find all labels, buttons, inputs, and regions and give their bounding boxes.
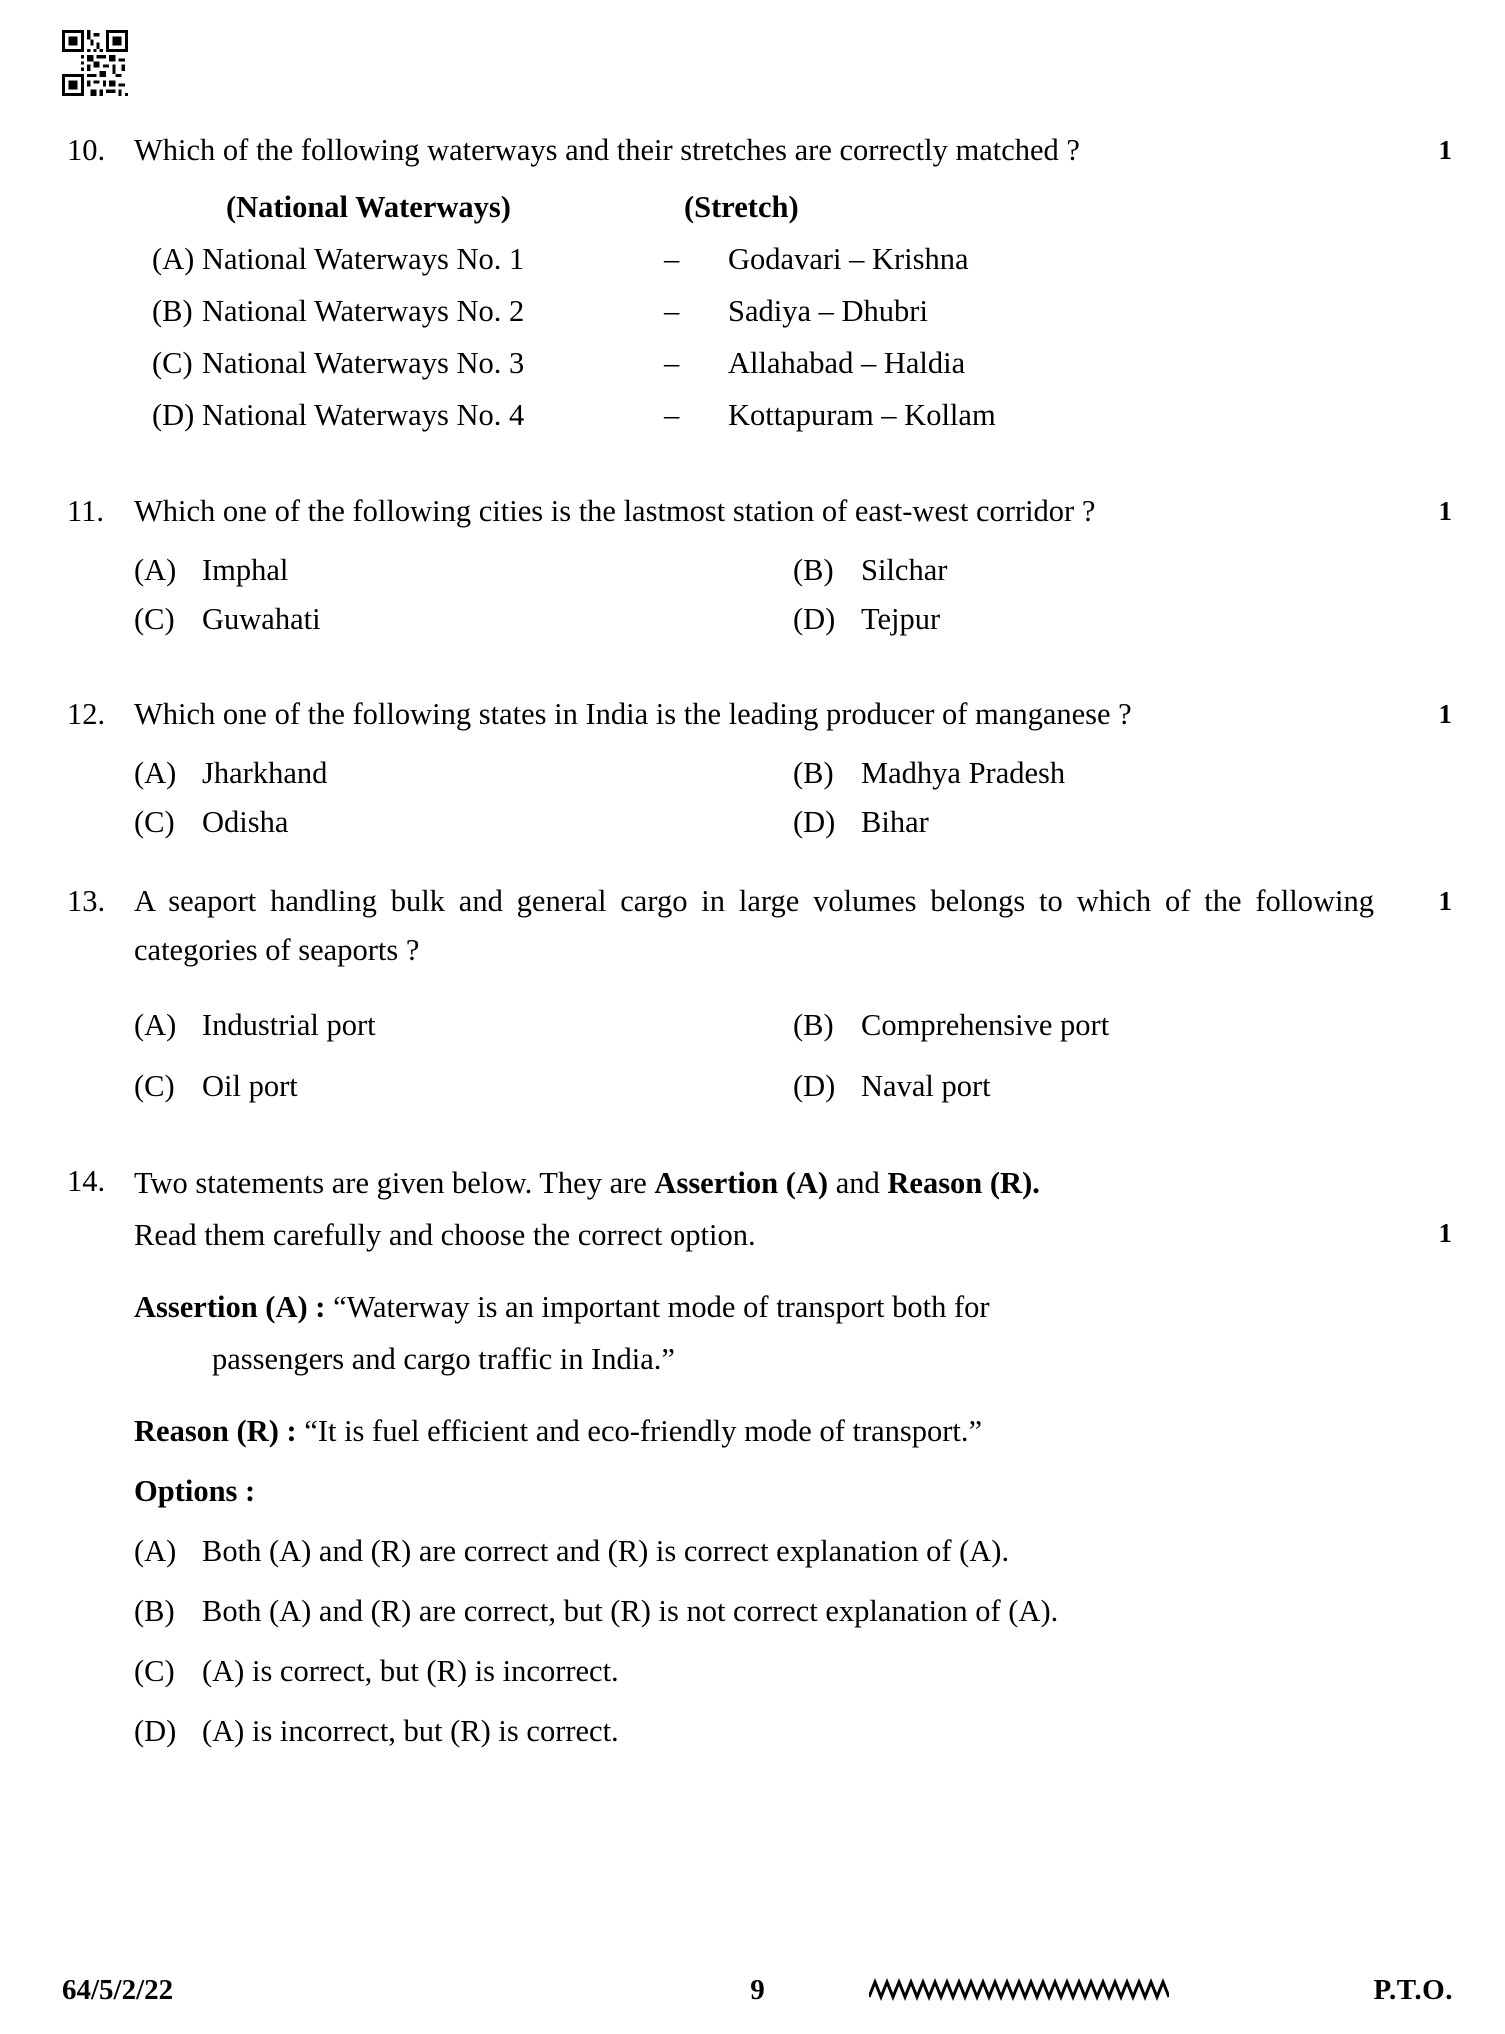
question-14 bbox=[62, 1157, 1452, 1757]
option-value: Jharkhand bbox=[202, 756, 328, 790]
option-value: Imphal bbox=[202, 553, 289, 587]
match-header-right: (Stretch) bbox=[684, 190, 799, 224]
option-label: (C) bbox=[134, 602, 175, 636]
reason-line bbox=[134, 1405, 1452, 1457]
reason-label: Reason (R) : bbox=[134, 1414, 297, 1448]
assertion-label: Assertion (A) : bbox=[134, 1290, 326, 1324]
question-number: 12. bbox=[67, 697, 106, 731]
option-value: Bihar bbox=[861, 805, 929, 839]
page-footer bbox=[62, 1968, 1453, 2012]
option-a[interactable] bbox=[134, 1525, 1452, 1577]
option-group bbox=[134, 1001, 1452, 1111]
question-list bbox=[62, 126, 1452, 1757]
option-value: Oil port bbox=[202, 1069, 298, 1103]
spacer bbox=[62, 441, 1452, 487]
option-b[interactable] bbox=[793, 749, 1452, 798]
reason-block bbox=[134, 1405, 1452, 1457]
option-label: (A) bbox=[134, 553, 177, 587]
question-marks: 1 bbox=[1438, 886, 1452, 916]
option-a[interactable] bbox=[134, 546, 793, 595]
options-heading: Options : bbox=[134, 1474, 256, 1508]
question-marks: 1 bbox=[1438, 1218, 1452, 1248]
reason-text: “It is fuel efficient and eco-friendly mode of transport.” bbox=[296, 1414, 983, 1448]
option-label: (C) bbox=[134, 805, 175, 839]
question-number: 14. bbox=[67, 1164, 106, 1198]
question-number: 13. bbox=[67, 884, 106, 918]
option-value: Silchar bbox=[861, 553, 948, 587]
option-value: (A) is incorrect, but (R) is correct. bbox=[202, 1714, 619, 1748]
option-a[interactable] bbox=[134, 749, 793, 798]
turn-over-label: P.T.O. bbox=[1373, 1973, 1453, 2006]
squiggle-rule-icon bbox=[869, 1977, 1169, 2003]
dash-separator: – bbox=[664, 398, 680, 432]
question-marks: 1 bbox=[1438, 496, 1452, 526]
waterway-name: National Waterways No. 2 bbox=[202, 294, 525, 328]
option-value: Industrial port bbox=[202, 1008, 376, 1042]
stretch-value: Allahabad – Haldia bbox=[728, 346, 966, 380]
assertion-line bbox=[134, 1281, 1452, 1333]
option-label: (D) bbox=[152, 398, 195, 432]
intro-part-1: Two statements are given below. They are bbox=[134, 1166, 655, 1200]
paper-code: 64/5/2/22 bbox=[62, 1973, 174, 2006]
assertion-block bbox=[134, 1281, 1452, 1385]
option-d[interactable] bbox=[793, 1062, 1452, 1111]
spacer bbox=[62, 644, 1452, 690]
question-11 bbox=[62, 487, 1452, 644]
option-value: Odisha bbox=[202, 805, 289, 839]
option-value: Guwahati bbox=[202, 602, 321, 636]
waterway-name: National Waterways No. 1 bbox=[202, 242, 525, 276]
option-label: (A) bbox=[134, 1008, 177, 1042]
question-text: Which of the following waterways and their stretches are correctly matched ? bbox=[134, 133, 1080, 167]
match-table-header bbox=[134, 181, 1452, 233]
option-label: (B) bbox=[134, 1594, 175, 1628]
question-marks: 1 bbox=[1438, 699, 1452, 729]
table-row[interactable] bbox=[134, 233, 1452, 285]
table-row[interactable] bbox=[134, 389, 1452, 441]
option-value: Both (A) and (R) are correct and (R) is correct explanation of (A). bbox=[202, 1534, 1010, 1568]
option-label: (D) bbox=[793, 1069, 836, 1103]
option-label: (D) bbox=[134, 1714, 177, 1748]
option-label: (B) bbox=[793, 1008, 834, 1042]
dash-separator: – bbox=[664, 346, 680, 380]
option-d[interactable] bbox=[793, 595, 1452, 644]
option-c[interactable] bbox=[134, 595, 793, 644]
option-label: (C) bbox=[134, 1069, 175, 1103]
spacer bbox=[62, 847, 1452, 877]
option-c[interactable] bbox=[134, 1062, 793, 1111]
assertion-keyword: Assertion (A) bbox=[654, 1166, 829, 1200]
option-b[interactable] bbox=[793, 1001, 1452, 1050]
assertion-text: “Waterway is an important mode of transport both for bbox=[325, 1290, 990, 1324]
option-label: (C) bbox=[134, 1654, 175, 1688]
question-intro-line-2: Read them carefully and choose the correct option. bbox=[134, 1218, 756, 1252]
stretch-value: Godavari – Krishna bbox=[728, 242, 969, 276]
option-value: Comprehensive port bbox=[861, 1008, 1110, 1042]
option-group bbox=[134, 749, 1452, 847]
option-group bbox=[134, 546, 1452, 644]
stretch-value: Sadiya – Dhubri bbox=[728, 294, 928, 328]
page-number: 9 bbox=[750, 1973, 765, 2006]
option-label: (D) bbox=[793, 805, 836, 839]
waterway-name: National Waterways No. 4 bbox=[202, 398, 525, 432]
option-label: (C) bbox=[152, 346, 193, 380]
table-row[interactable] bbox=[134, 337, 1452, 389]
option-b[interactable] bbox=[134, 1585, 1452, 1637]
question-number: 11. bbox=[67, 494, 104, 528]
option-label: (A) bbox=[134, 756, 177, 790]
option-label: (B) bbox=[152, 294, 193, 328]
option-value: (A) is correct, but (R) is incorrect. bbox=[202, 1654, 619, 1688]
question-marks: 1 bbox=[1438, 135, 1452, 165]
dash-separator: – bbox=[664, 294, 680, 328]
option-value: Naval port bbox=[861, 1069, 991, 1103]
option-c[interactable] bbox=[134, 798, 793, 847]
option-value: Tejpur bbox=[861, 602, 941, 636]
option-label: (D) bbox=[793, 602, 836, 636]
option-value: Madhya Pradesh bbox=[861, 756, 1066, 790]
question-10 bbox=[62, 126, 1452, 441]
option-c[interactable] bbox=[134, 1645, 1452, 1697]
question-intro-line-1 bbox=[134, 1157, 1452, 1209]
table-row[interactable] bbox=[134, 285, 1452, 337]
question-12 bbox=[62, 690, 1452, 847]
question-text: Which one of the following cities is the lastmost station of east-west corridor ? bbox=[134, 494, 1096, 528]
waterway-name: National Waterways No. 3 bbox=[202, 346, 525, 380]
stretch-value: Kottapuram – Kollam bbox=[728, 398, 996, 432]
question-text: Which one of the following states in India is the leading producer of manganese ? bbox=[134, 697, 1132, 731]
option-label: (A) bbox=[134, 1534, 177, 1568]
option-d[interactable] bbox=[134, 1705, 1452, 1757]
option-label: (A) bbox=[152, 242, 195, 276]
question-text: A seaport handling bulk and general cargo in large volumes belongs to which of the following categories of seaports ? bbox=[134, 884, 1374, 967]
assertion-continuation: passengers and cargo traffic in India.” bbox=[212, 1342, 675, 1376]
option-d[interactable] bbox=[793, 798, 1452, 847]
reason-keyword: Reason (R). bbox=[887, 1166, 1040, 1200]
question-13 bbox=[62, 877, 1452, 1111]
spacer bbox=[62, 1111, 1452, 1157]
option-a[interactable] bbox=[134, 1001, 793, 1050]
option-b[interactable] bbox=[793, 546, 1452, 595]
qr-code-icon bbox=[62, 30, 128, 96]
intro-part-2: and bbox=[828, 1166, 888, 1200]
match-header-left: (National Waterways) bbox=[226, 190, 511, 224]
option-value: Both (A) and (R) are correct, but (R) is not correct explanation of (A). bbox=[202, 1594, 1059, 1628]
question-number: 10. bbox=[67, 133, 106, 167]
option-label: (B) bbox=[793, 553, 834, 587]
dash-separator: – bbox=[664, 242, 680, 276]
option-label: (B) bbox=[793, 756, 834, 790]
